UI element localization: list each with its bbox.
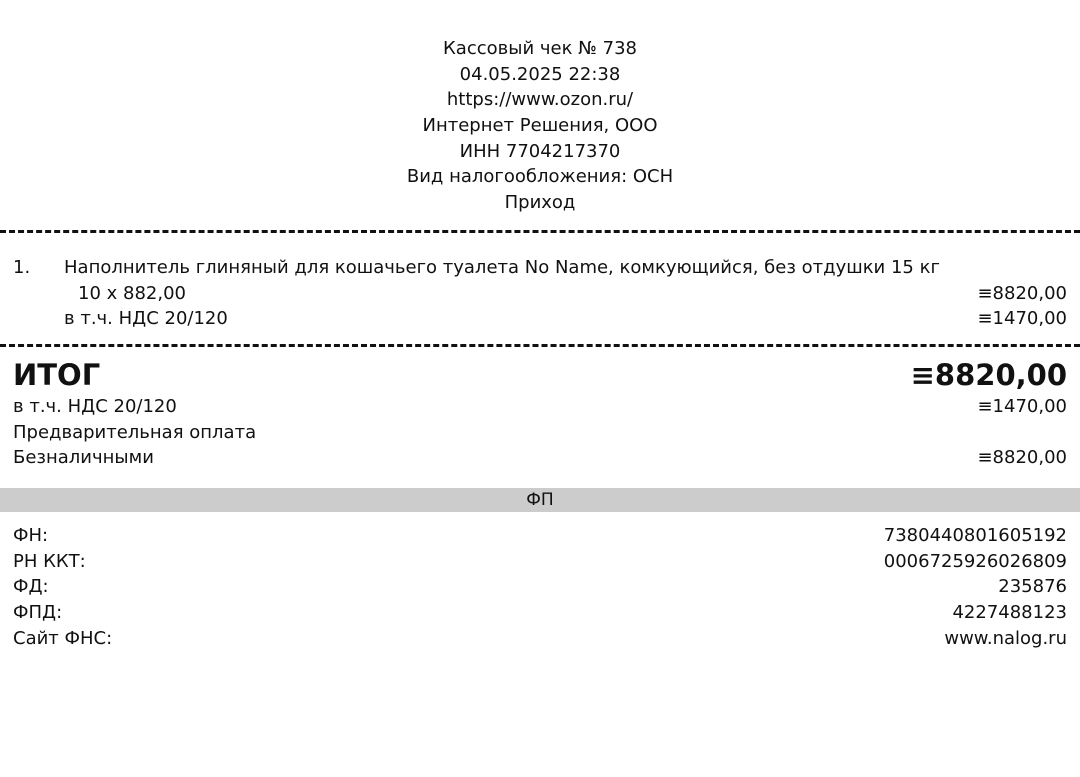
fiscal-value: 4227488123	[952, 602, 1067, 624]
company-inn: ИНН 7704217370	[459, 140, 621, 162]
fiscal-row-fpd	[0, 600, 1080, 626]
fiscal-value: 235876	[998, 576, 1067, 598]
cashless-row	[0, 445, 1080, 471]
fiscal-label: ФН:	[13, 525, 49, 546]
item-line-total: ≡8820,00	[977, 282, 1067, 304]
prepayment-label: Предварительная оплата	[13, 421, 257, 443]
total-vat-label: в т.ч. НДС 20/120	[13, 396, 177, 417]
operation-type: Приход	[504, 192, 576, 214]
fiscal-label: ФД:	[13, 576, 49, 598]
dashed-divider	[0, 230, 1080, 233]
total-vat-row	[0, 394, 1080, 420]
item-quantity-price: 10 x 882,00	[78, 282, 186, 304]
item-vat-row	[0, 306, 1080, 332]
dashed-divider	[0, 344, 1080, 347]
fiscal-row-fn	[0, 523, 1080, 549]
fiscal-value: 7380440801605192	[883, 525, 1067, 546]
fns-site-link[interactable]: www.nalog.ru	[944, 627, 1067, 649]
fiscal-row-rn-kkt	[0, 549, 1080, 575]
total-amount: ≡8820,00	[910, 358, 1067, 392]
item-vat-amount: ≡1470,00	[977, 308, 1067, 330]
line-item	[0, 255, 1080, 332]
item-vat-label: в т.ч. НДС 20/120	[64, 308, 228, 330]
item-number: 1.	[13, 257, 31, 278]
total-vat-amount: ≡1470,00	[977, 396, 1067, 417]
totals-section	[0, 356, 1080, 471]
cashless-amount: ≡8820,00	[977, 447, 1067, 469]
fiscal-value: 0006725926026809	[883, 550, 1067, 572]
item-name: Наполнитель глиняный для кошачьего туалета No Name, комкующийся, без отдушки 15 кг	[64, 257, 940, 278]
fiscal-label: РН ККТ:	[13, 550, 86, 572]
receipt-number: Кассовый чек № 738	[443, 38, 637, 59]
fiscal-data	[0, 523, 1080, 651]
receipt-datetime: 04.05.2025 22:38	[459, 63, 621, 85]
total-label: ИТОГ	[13, 358, 101, 392]
fiscal-label: Сайт ФНС:	[13, 627, 113, 649]
prepayment-row	[0, 420, 1080, 446]
fiscal-row-fd	[0, 574, 1080, 600]
total-row	[0, 356, 1080, 394]
item-price-row	[0, 281, 1080, 307]
fiscal-label: ФПД:	[13, 602, 63, 624]
tax-system: Вид налогообложения: ОСН	[406, 166, 674, 188]
store-url: https://www.ozon.ru/	[446, 89, 634, 111]
cashless-label: Безналичными	[13, 447, 154, 469]
fp-section-bar: ФП	[0, 488, 1080, 512]
fiscal-row-fns-site	[0, 626, 1080, 652]
item-title-row	[0, 255, 1080, 281]
company-name: Интернет Решения, ООО	[422, 115, 658, 137]
receipt-header	[0, 36, 1080, 216]
